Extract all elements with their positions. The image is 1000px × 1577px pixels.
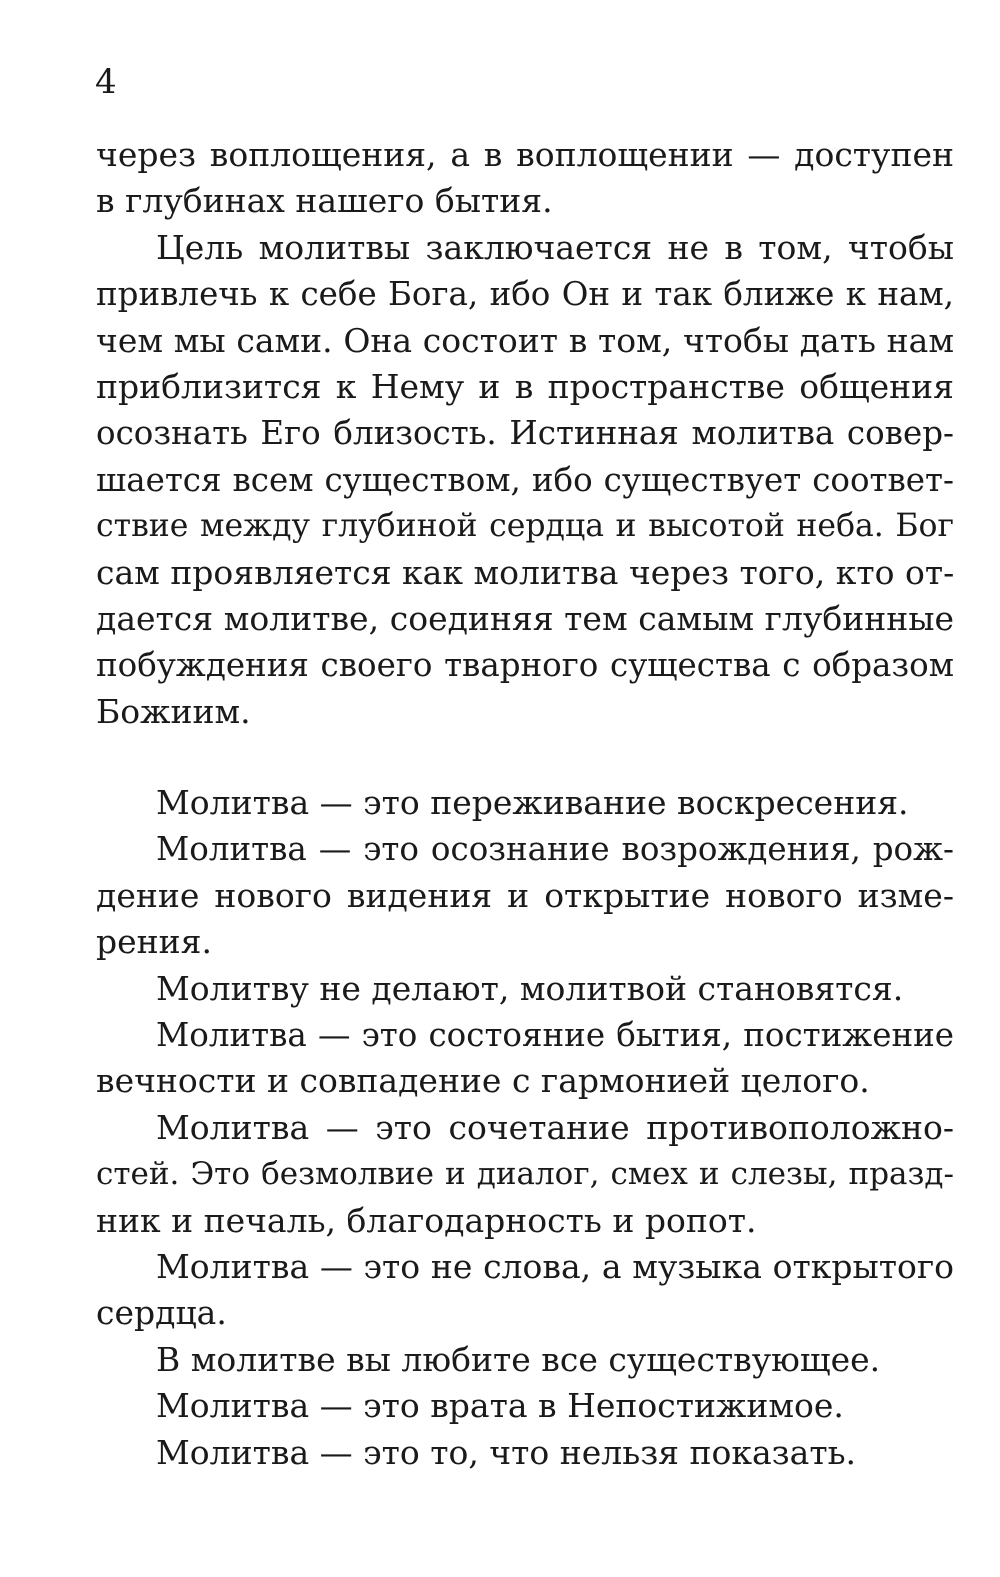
text-section-1: [96, 132, 954, 735]
text-line: побуждения своего тварного существа с образом: [96, 646, 954, 685]
text-line: осознать Его близость. Истинная молитва совер-: [96, 414, 954, 453]
text-line: ник и печаль, благодарность и ропот.: [96, 1200, 757, 1240]
text-line: привлечь к себе Бога, ибо Он и так ближе к нам,: [96, 275, 954, 314]
text-line: Молитва — это состояние бытия, постижение: [156, 1016, 954, 1055]
text-line: приблизится к Нему и в пространстве общения: [96, 367, 954, 407]
text-line: Молитва — это то, что нельзя показать.: [156, 1432, 857, 1472]
text-line: Молитва — это переживание воскресения.: [156, 783, 909, 822]
text-line: Молитва — это врата в Непостижимое.: [156, 1386, 844, 1426]
text-line: ствие между глубиной сердца и высотой неба. Бог: [96, 508, 954, 545]
text-line: Цель молитвы заключается не в том, чтобы: [156, 227, 954, 267]
text-line: дение нового видения и открытие нового изме-: [96, 875, 954, 915]
text-line: В молитве вы любите все существующее.: [156, 1339, 881, 1379]
text-line: Молитва — это осознание возрождения, рож-: [156, 830, 954, 869]
text-line: рения.: [96, 922, 212, 962]
text-line: шается всем существом, ибо существует соответ-: [96, 460, 954, 499]
text-line: через воплощения, а в воплощении — доступен: [96, 135, 954, 174]
text-line: дается молитве, соединяя тем самым глубинные: [96, 599, 954, 639]
text-line: Божиим.: [96, 691, 251, 731]
text-line: сам проявляется как молитва через того, кто от-: [96, 552, 955, 592]
text-section-2: [96, 780, 954, 1476]
text-line: чем мы сами. Она состоит в том, чтобы дать нам: [96, 320, 954, 360]
text-line: стей. Это безмолвие и диалог, смех и слезы, празд-: [96, 1156, 954, 1193]
text-line: сердца.: [96, 1293, 227, 1333]
page-number: 4: [95, 62, 117, 102]
text-line: Молитву не делают, молитвой становятся.: [156, 968, 904, 1008]
text-line: Молитва — это не слова, а музыка открытого: [156, 1247, 954, 1287]
text-line: Молитва — это сочетание противоположно-: [156, 1107, 954, 1147]
text-line: вечности и совпадение с гармонией целого.: [96, 1061, 870, 1101]
text-line: в глубинах нашего бытия.: [96, 181, 553, 221]
